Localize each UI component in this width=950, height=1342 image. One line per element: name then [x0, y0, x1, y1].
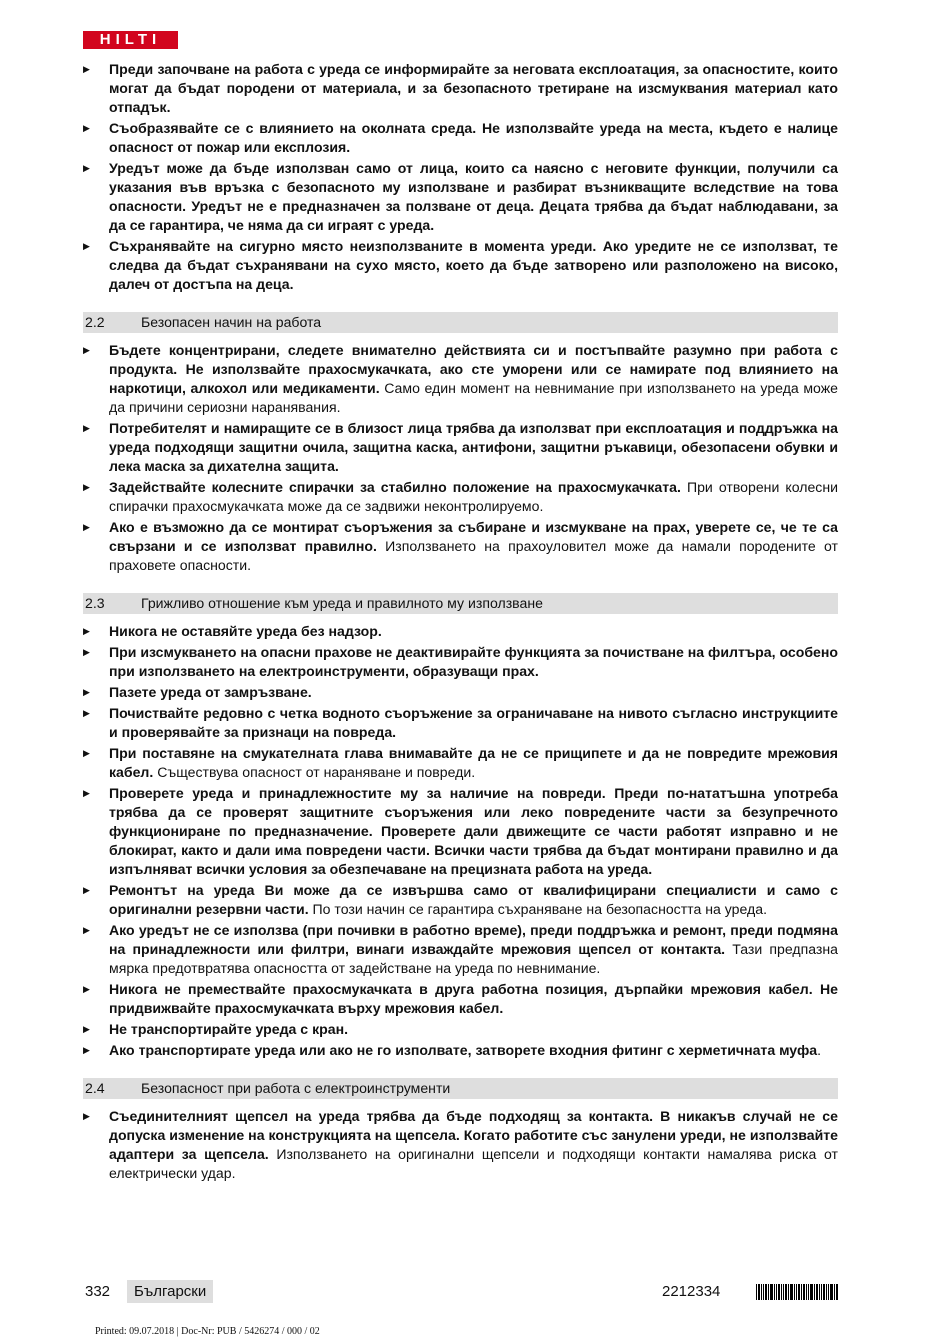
list-item	[83, 704, 838, 742]
bullet-triangle-icon: ▶	[83, 123, 90, 133]
list-item	[83, 921, 838, 978]
list-item	[83, 881, 838, 919]
list-item	[83, 518, 838, 575]
list-item	[83, 643, 838, 681]
section-2-4-list	[83, 1107, 838, 1183]
bullet-triangle-icon: ▶	[83, 1045, 90, 1055]
intro-list	[83, 60, 838, 294]
list-item	[83, 341, 838, 417]
barcode-image	[756, 1284, 838, 1300]
section-header-2-3	[83, 593, 838, 614]
bullet-triangle-icon: ▶	[83, 647, 90, 657]
list-item	[83, 1041, 838, 1060]
bullet-triangle-icon: ▶	[83, 788, 90, 798]
item-normal-text: Използването на оригинални щепсели и подходящи контакти намалява риска от електрически удар.	[109, 1146, 838, 1181]
bullet-triangle-icon: ▶	[83, 708, 90, 718]
list-item	[83, 784, 838, 879]
item-bold-text: Съхранявайте на сигурно място неизползваните в момента уреди. Ако уредите не се използват, те следва да бъдат съхранявани на сухо място, което да бъде затворено или разположено на високо, далеч от достъпа на деца.	[109, 238, 838, 292]
section-number: 2.3	[85, 595, 105, 611]
item-normal-text: Използването на прахоуловител може да намали породените от праховете опасности.	[109, 538, 838, 573]
item-bold-text: Ако транспортирате уреда или ако не го изполвате, затворете входния фитинг с херметичната муфа	[109, 1042, 818, 1058]
list-item	[83, 683, 838, 702]
language-label: Български	[127, 1280, 213, 1303]
item-bold-text: Пазете уреда от замръзване.	[109, 684, 312, 700]
item-bold-text: Не транспортирайте уреда с кран.	[109, 1021, 348, 1037]
bullet-triangle-icon: ▶	[83, 241, 90, 251]
bullet-triangle-icon: ▶	[83, 925, 90, 935]
item-bold-text: Съобразявайте се с влиянието на околната среда. Не използвайте уреда на места, където е налице опасност от пожар или експлозия.	[109, 120, 838, 155]
print-info: Printed: 09.07.2018 | Doc-Nr: PUB / 5426274 / 000 / 02	[95, 1326, 320, 1337]
bullet-triangle-icon: ▶	[83, 64, 90, 74]
list-item	[83, 980, 838, 1018]
hilti-logo: HILTI	[83, 31, 178, 49]
item-bold-text: Никога не премествайте прахосмукачката в друга работна позиция, дърпайки мрежовия кабел. Не придвижвайте прахосмукачката върху мрежовия кабел.	[109, 981, 838, 1016]
item-bold-text: Задействайте колесните спирачки за стабилно положение на прахосмукачката.	[109, 479, 681, 495]
bullet-triangle-icon: ▶	[83, 163, 90, 173]
list-item	[83, 60, 838, 117]
bullet-triangle-icon: ▶	[83, 482, 90, 492]
list-item	[83, 237, 838, 294]
item-bold-text: Съединителният щепсел на уреда трябва да бъде подходящ за контакта. В никакъв случай не се допуска изменение на конструкцията на щепсела. Когато работите със занулени уреди, не използвайте адаптери за щепсела.	[109, 1108, 838, 1162]
item-normal-text: Съществува опасност от нараняване и повреди.	[153, 764, 476, 780]
bullet-triangle-icon: ▶	[83, 984, 90, 994]
list-item	[83, 478, 838, 516]
item-bold-text: Уредът може да бъде използван само от лица, които са наясно с неговите функции, получили са указания във връзка с безопасното му използване и разбират възникващите вследствие на това опасности. Уредът не е предназначен за ползване от деца. Децата трябва да бъдат наблюдавани, за да се гарантира, че няма да си играят с уреда.	[109, 160, 838, 233]
bullet-triangle-icon: ▶	[83, 1024, 90, 1034]
list-item	[83, 419, 838, 476]
list-item	[83, 159, 838, 235]
list-item	[83, 622, 838, 641]
document-body	[83, 60, 838, 1185]
page-number: 332	[85, 1283, 111, 1300]
document-code: 2212334	[662, 1283, 721, 1300]
bullet-triangle-icon: ▶	[83, 687, 90, 697]
item-normal-text: Само един момент на невнимание при използването на уреда може да причини сериозни наранявания.	[109, 380, 838, 415]
bullet-triangle-icon: ▶	[83, 423, 90, 433]
item-bold-text: Никога не оставяйте уреда без надзор.	[109, 623, 382, 639]
section-title: Безопасен начин на работа	[141, 314, 322, 330]
list-item	[83, 1107, 838, 1183]
section-title: Грижливо отношение към уреда и правилното му използване	[141, 595, 543, 611]
item-normal-text: По този начин се гарантира съхраняване на безопасността на уреда.	[308, 901, 768, 917]
section-header-2-4	[83, 1078, 838, 1099]
bullet-triangle-icon: ▶	[83, 626, 90, 636]
item-bold-text: Преди започване на работа с уреда се информирайте за неговата експлоатация, за опасностите, които могат да бъдат породени от материала, и за безопасното третиране на изсмуквания материал като отпадък.	[109, 61, 838, 115]
bullet-triangle-icon: ▶	[83, 345, 90, 355]
item-normal-text: При отворени колесни спирачки прахосмукачката може да се задвижи неконтролируемо.	[109, 479, 838, 514]
item-normal-text: Тази предпазна мярка предотвратява опасността от задействане на уреда по невнимание.	[109, 941, 838, 976]
item-bold-text: Почиствайте редовно с четка водното съоръжение за ограничаване на нивото съгласно инструкциите и проверявайте за признаци на повреда.	[109, 705, 838, 740]
bullet-triangle-icon: ▶	[83, 1111, 90, 1121]
bullet-triangle-icon: ▶	[83, 522, 90, 532]
section-title: Безопасност при работа с електроинструменти	[141, 1080, 451, 1096]
item-bold-text: Ремонтът на уреда Ви може да се извършва само от квалифицирани специалисти и само с оригинални резервни части.	[109, 882, 838, 917]
item-bold-text: Проверете уреда и принадлежностите му за наличие на повреди. Преди по-нататъшна употреба трябва да се проверят защитните съоръжения или леко повредените части за безупречното функциониране по предназначение. Проверете дали движещите се части работят изправно и не блокират, както и дали има повредени части. Всички части трябва да бъдат монтирани правилно и да изпълняват всички условия за обезпечаване на прецизната работа на уреда.	[109, 785, 838, 877]
item-normal-text: .	[817, 1042, 822, 1058]
list-item	[83, 119, 838, 157]
list-item	[83, 1020, 838, 1039]
item-bold-text: Ако уредът не се използва (при почивки в работно време), преди поддръжка и ремонт, преди подмяна на принадлежности или филтри, винаги изваждайте мрежовия щепсел от контакта.	[109, 922, 838, 957]
list-item	[83, 744, 838, 782]
item-bold-text: Бъдете концентрирани, следете внимателно действията си и постъпвайте разумно при работа с продукта. Не използвайте прахосмукачката, ако сте уморени или се намирате под влиянието на наркотици, алкохол или медикаменти.	[109, 342, 838, 396]
item-bold-text: Ако е възможно да се монтират съоръжения за събиране и изсмукване на прах, уверете се, че те са свързани и се използват правилно.	[109, 519, 838, 554]
item-bold-text: При поставяне на смукателната глава внимавайте да не се прищипете и да не повредите мрежовия кабел.	[109, 745, 838, 780]
section-number: 2.2	[85, 314, 105, 330]
section-2-3-list	[83, 622, 838, 1060]
bullet-triangle-icon: ▶	[83, 748, 90, 758]
section-number: 2.4	[85, 1080, 105, 1096]
bullet-triangle-icon: ▶	[83, 885, 90, 895]
item-bold-text: При изсмукването на опасни прахове не деактивирайте функцията за почистване на филтъра, особено при използването на електроинструменти, образуващи прах.	[109, 644, 838, 679]
section-2-2-list	[83, 341, 838, 575]
item-bold-text: Потребителят и намиращите се в близост лица трябва да използват при експлоатация и поддръжка на уреда подходящи защитни очила, защитна каска, антифони, защитни ръкавици, обезопасени обувки и лека маска за дихателна защита.	[109, 420, 838, 474]
section-header-2-2	[83, 312, 838, 333]
